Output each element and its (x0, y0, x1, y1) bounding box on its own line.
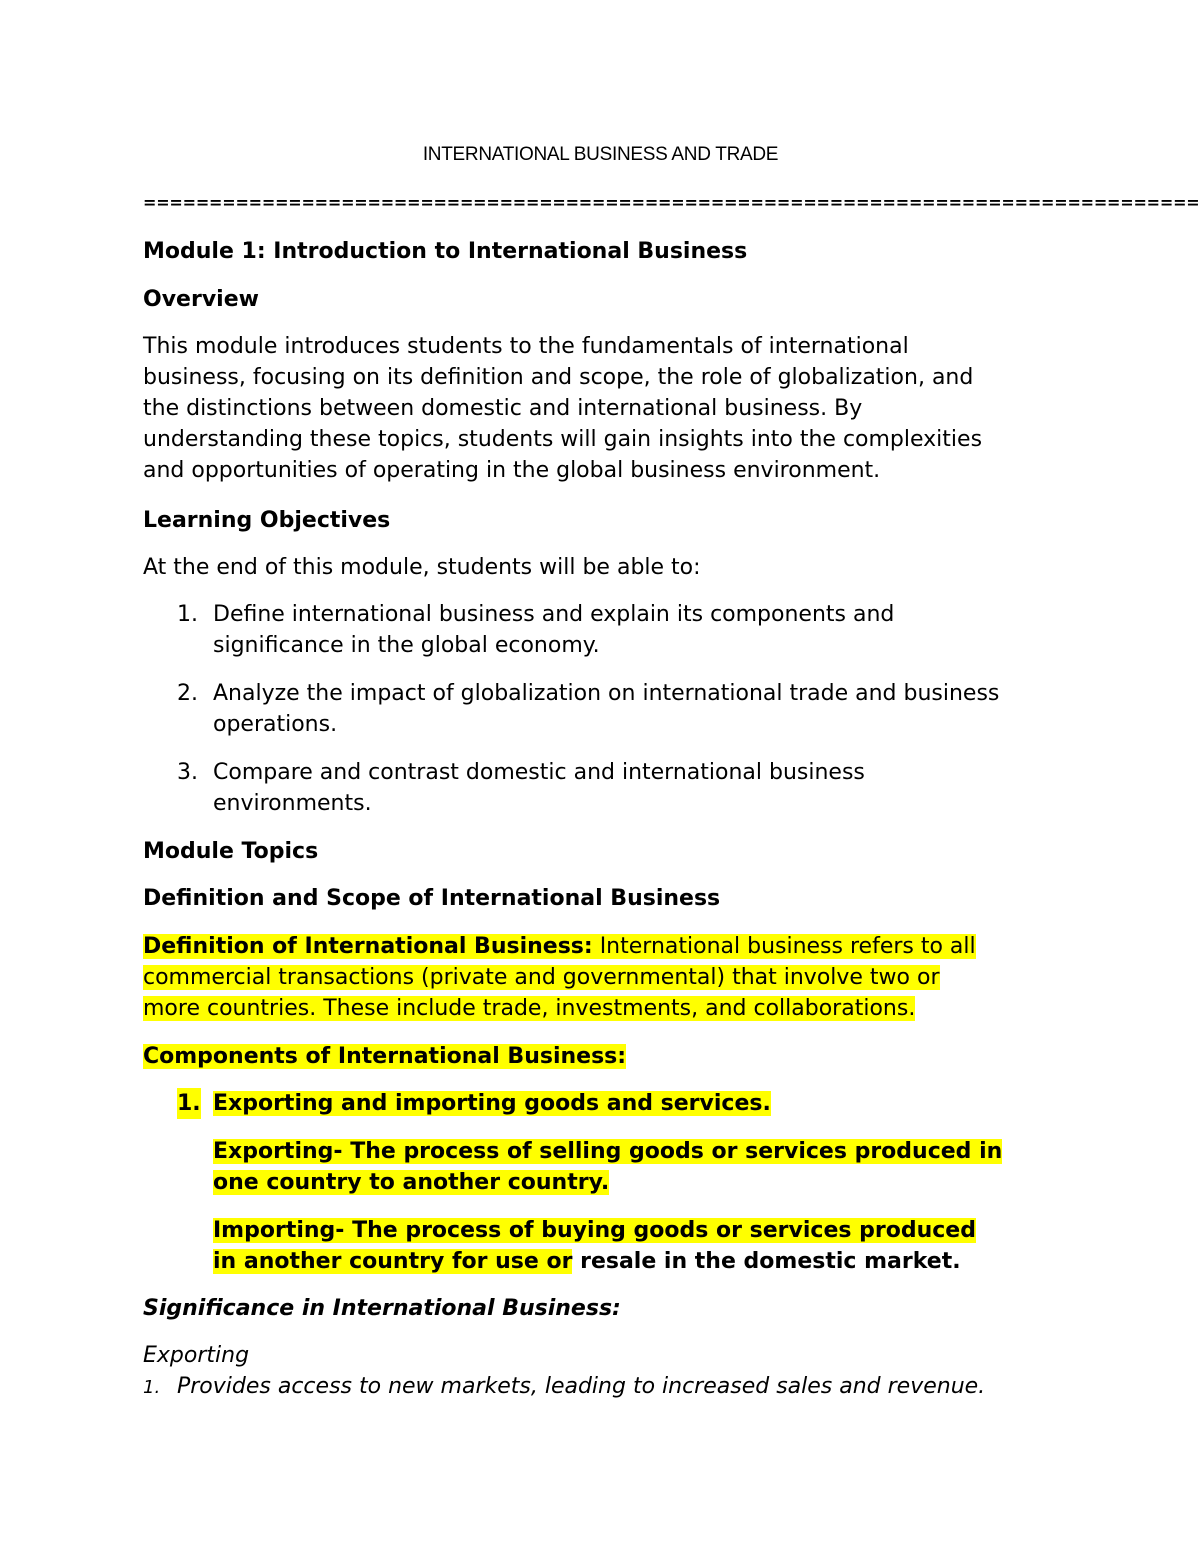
objective-item (177, 678, 999, 740)
document-title: INTERNATIONAL BUSINESS AND TRADE (422, 144, 779, 165)
objective-item (177, 599, 894, 661)
overview-line: business, focusing on its definition and scope, the role of globalization, and (143, 365, 974, 390)
objective-line: operations. (213, 712, 338, 737)
definition-line: commercial transactions (private and governmental) that involve two or (143, 965, 940, 990)
definition-line: International business refers to all (592, 934, 976, 959)
overview-paragraph (143, 331, 1058, 486)
overview-heading: Overview (143, 287, 259, 312)
component-item (177, 1088, 771, 1119)
definition-paragraph (143, 931, 1058, 1024)
importing-definition (213, 1215, 976, 1277)
objectives-heading: Learning Objectives (143, 508, 391, 533)
list-number: 1. (177, 602, 198, 627)
objective-line: significance in the global economy. (213, 633, 600, 658)
overview-line: the distinctions between domestic and international business. By (143, 396, 863, 421)
objective-line: environments. (213, 791, 372, 816)
list-number: 1. (177, 1088, 201, 1119)
list-number: 1. (143, 1377, 161, 1398)
objective-line: Define international business and explain its components and (213, 602, 895, 627)
objectives-intro: At the end of this module, students will be able to: (143, 555, 701, 580)
definition-label: Definition of International Business: (143, 934, 593, 959)
significance-text: Provides access to new markets, leading to increased sales and revenue. (177, 1374, 986, 1399)
topics-heading: Module Topics (143, 839, 319, 864)
exporting-line: Exporting- The process of selling goods or services produced in (213, 1139, 1003, 1164)
components-heading-text: Components of International Business: (143, 1044, 627, 1069)
module-heading: Module 1: Introduction to International Business (143, 239, 748, 264)
objective-line: Compare and contrast domestic and international business (213, 760, 865, 785)
component-text: Exporting and importing goods and services. (213, 1091, 771, 1116)
importing-line-highlighted: in another country for use or (213, 1249, 573, 1274)
objective-line: Analyze the impact of globalization on international trade and business (213, 681, 1000, 706)
importing-line: Importing- The process of buying goods or services produced (213, 1218, 976, 1243)
components-heading (143, 1041, 626, 1072)
overview-line: understanding these topics, students will gain insights into the complexities (143, 427, 983, 452)
significance-heading: Significance in International Business: (143, 1296, 621, 1321)
exporting-line: one country to another country. (213, 1170, 610, 1195)
significance-item (143, 1371, 1058, 1403)
separator-rule: ================================================================================ (143, 193, 1200, 212)
overview-line: This module introduces students to the fundamentals of international (143, 334, 909, 359)
list-number: 3. (177, 760, 198, 785)
exporting-definition (213, 1136, 1002, 1198)
importing-line-rest: resale in the domestic market. (572, 1249, 961, 1274)
overview-line: and opportunities of operating in the global business environment. (143, 458, 881, 483)
list-number: 2. (177, 681, 198, 706)
objective-item (177, 757, 865, 819)
scope-heading: Definition and Scope of International Business (143, 886, 721, 911)
definition-line: more countries. These include trade, investments, and collaborations. (143, 996, 916, 1021)
exporting-subheading: Exporting (143, 1343, 250, 1368)
